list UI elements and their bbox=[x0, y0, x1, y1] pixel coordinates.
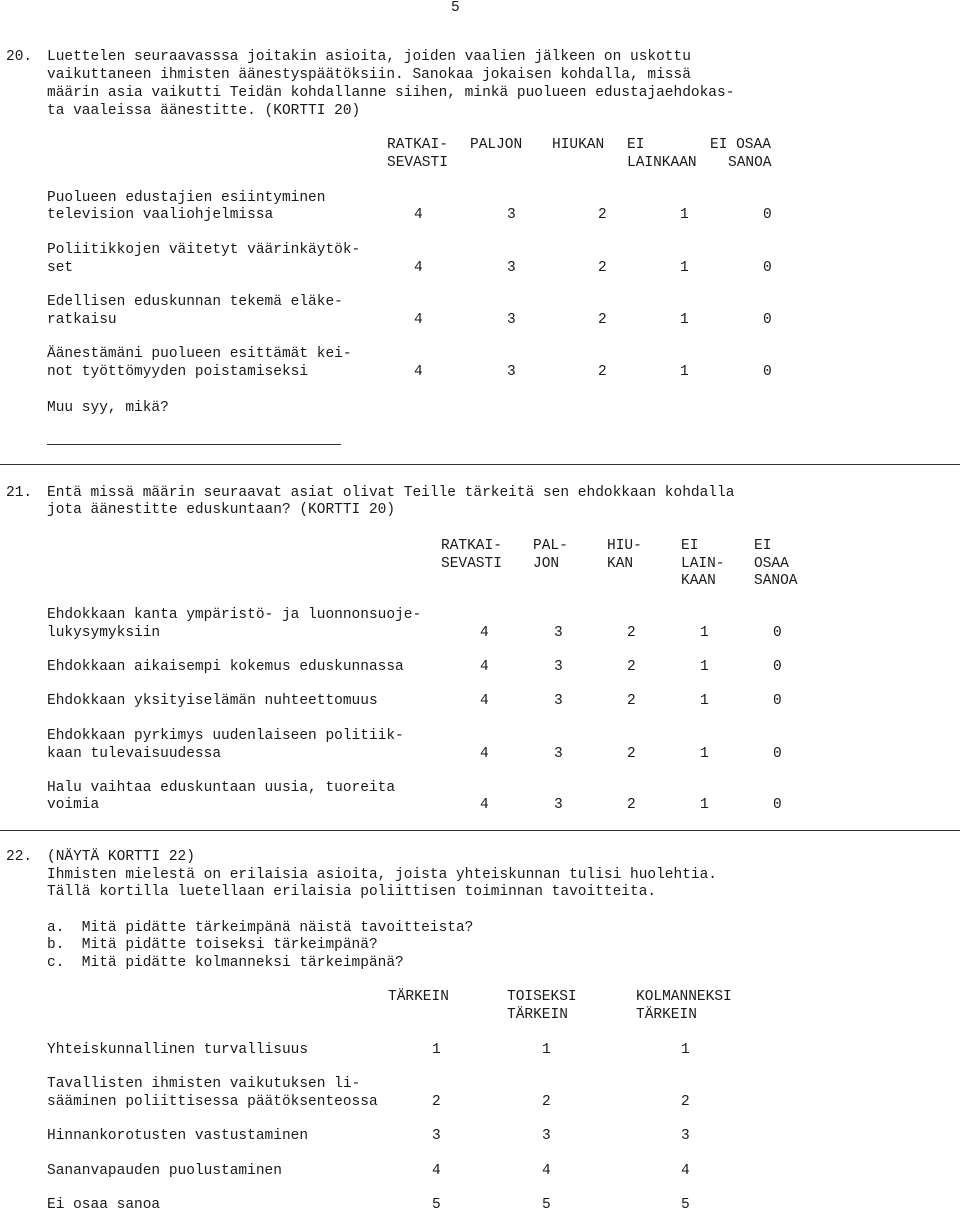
q21-row-value: 4 bbox=[480, 693, 489, 709]
q21-header-ratkaisevasti: SEVASTI bbox=[441, 556, 502, 572]
q22-row-value: 1 bbox=[681, 1042, 690, 1058]
q20-row-label: set bbox=[47, 260, 74, 276]
q22-sub-question: b. Mitä pidätte toiseksi tärkeimpänä? bbox=[47, 937, 378, 953]
q20-header-ratkaisevasti: SEVASTI bbox=[387, 155, 448, 171]
q22-row-value: 3 bbox=[432, 1128, 441, 1144]
q21-row-value: 2 bbox=[627, 625, 636, 641]
q22-row-value: 2 bbox=[681, 1094, 690, 1110]
q22-number: 22. bbox=[6, 849, 33, 865]
q21-row-value: 0 bbox=[773, 693, 782, 709]
q20-header-paljon: PALJON bbox=[470, 137, 523, 153]
q20-row-label: not työttömyyden poistamiseksi bbox=[47, 364, 309, 380]
q20-row-value: 2 bbox=[598, 260, 607, 276]
q22-row-value: 5 bbox=[542, 1197, 551, 1213]
q21-header-ei-osaa-sanoa: OSAA bbox=[754, 556, 789, 572]
q20-row-value: 4 bbox=[414, 260, 423, 276]
q20-row-value: 3 bbox=[507, 260, 516, 276]
q21-header-hiukan: HIU- bbox=[607, 538, 642, 554]
q21-row-value: 3 bbox=[554, 797, 563, 813]
q21-row-value: 1 bbox=[700, 746, 709, 762]
q22-row-label: Ei osaa sanoa bbox=[47, 1197, 161, 1213]
q21-row-value: 4 bbox=[480, 746, 489, 762]
q20-other-answer-line[interactable] bbox=[47, 444, 341, 445]
q22-header-kolmanneksi: TÄRKEIN bbox=[636, 1007, 697, 1023]
q22-header-toiseksi: TOISEKSI bbox=[507, 989, 577, 1005]
q21-row-value: 3 bbox=[554, 746, 563, 762]
page-number: 5 bbox=[451, 0, 460, 16]
q21-number: 21. bbox=[6, 485, 33, 501]
q20-header-hiukan: HIUKAN bbox=[552, 137, 605, 153]
q21-row-value: 1 bbox=[700, 693, 709, 709]
q22-row-label: sääminen poliittisessa päätöksenteossa bbox=[47, 1094, 378, 1110]
q20-row-value: 0 bbox=[763, 260, 772, 276]
q22-row-value: 1 bbox=[432, 1042, 441, 1058]
q22-row-value: 1 bbox=[542, 1042, 551, 1058]
q21-row-label: Ehdokkaan kanta ympäristö- ja luonnonsuoje- bbox=[47, 607, 422, 623]
q21-row-label: Halu vaihtaa eduskuntaan uusia, tuoreita bbox=[47, 780, 396, 796]
q22-sub-question: c. Mitä pidätte kolmanneksi tärkeimpänä? bbox=[47, 955, 404, 971]
q22-text-line: Tällä kortilla luetellaan erilaisia poliittisen toiminnan tavoitteita. bbox=[47, 884, 657, 900]
q20-other-label: Muu syy, mikä? bbox=[47, 400, 169, 416]
q22-row-label: Sananvapauden puolustaminen bbox=[47, 1163, 282, 1179]
q20-row-label: ratkaisu bbox=[47, 312, 117, 328]
q21-header-ei-lainkaan: LAIN- bbox=[681, 556, 725, 572]
q22-row-value: 4 bbox=[681, 1163, 690, 1179]
q20-row-value: 3 bbox=[507, 364, 516, 380]
q22-header-toiseksi: TÄRKEIN bbox=[507, 1007, 568, 1023]
q21-row-label: Ehdokkaan aikaisempi kokemus eduskunnassa bbox=[47, 659, 404, 675]
q21-row-value: 1 bbox=[700, 797, 709, 813]
q21-row-value: 1 bbox=[700, 625, 709, 641]
q21-row-value: 0 bbox=[773, 746, 782, 762]
q20-row-label: Äänestämäni puolueen esittämät kei- bbox=[47, 346, 352, 362]
q20-row-value: 0 bbox=[763, 312, 772, 328]
q21-row-value: 2 bbox=[627, 797, 636, 813]
q21-row-label: Ehdokkaan pyrkimys uudenlaiseen politiik- bbox=[47, 728, 404, 744]
q21-row-value: 2 bbox=[627, 746, 636, 762]
q22-header-kolmanneksi: KOLMANNEKSI bbox=[636, 989, 732, 1005]
q20-row-value: 1 bbox=[680, 207, 689, 223]
q22-row-value: 4 bbox=[432, 1163, 441, 1179]
section-divider bbox=[0, 464, 960, 465]
q20-row-value: 2 bbox=[598, 207, 607, 223]
q22-row-label: Hinnankorotusten vastustaminen bbox=[47, 1128, 309, 1144]
q21-row-value: 2 bbox=[627, 693, 636, 709]
q20-text-line: määrin asia vaikutti Teidän kohdallanne siihen, minkä puolueen edustajaehdokas- bbox=[47, 85, 735, 101]
q21-row-value: 0 bbox=[773, 797, 782, 813]
q22-header-tarkein: TÄRKEIN bbox=[388, 989, 449, 1005]
q22-sub-question: a. Mitä pidätte tärkeimpänä näistä tavoitteista? bbox=[47, 920, 474, 936]
q21-row-value: 3 bbox=[554, 659, 563, 675]
q20-row-label: Puolueen edustajien esiintyminen bbox=[47, 190, 326, 206]
q20-header-ratkaisevasti: RATKAI- bbox=[387, 137, 448, 153]
q21-row-value: 4 bbox=[480, 797, 489, 813]
q20-row-value: 4 bbox=[414, 312, 423, 328]
q21-row-value: 4 bbox=[480, 659, 489, 675]
q20-row-label: television vaaliohjelmissa bbox=[47, 207, 274, 223]
q22-row-label: Yhteiskunnallinen turvallisuus bbox=[47, 1042, 309, 1058]
q22-text-line: Ihmisten mielestä on erilaisia asioita, joista yhteiskunnan tulisi huolehtia. bbox=[47, 867, 718, 883]
q20-text-line: ta vaaleissa äänestitte. (KORTTI 20) bbox=[47, 103, 361, 119]
q20-row-value: 2 bbox=[598, 364, 607, 380]
q21-row-label: voimia bbox=[47, 797, 100, 813]
q20-header-ei-lainkaan: EI bbox=[627, 137, 645, 153]
q20-row-value: 2 bbox=[598, 312, 607, 328]
q20-row-value: 1 bbox=[680, 260, 689, 276]
q20-row-value: 4 bbox=[414, 207, 423, 223]
q21-header-paljon: PAL- bbox=[533, 538, 568, 554]
q21-header-ei-lainkaan: EI bbox=[681, 538, 699, 554]
q21-header-ei-osaa-sanoa: SANOA bbox=[754, 573, 798, 589]
q22-row-value: 5 bbox=[432, 1197, 441, 1213]
q20-row-value: 4 bbox=[414, 364, 423, 380]
q21-row-label: Ehdokkaan yksityiselämän nuhteettomuus bbox=[47, 693, 378, 709]
q20-row-value: 3 bbox=[507, 207, 516, 223]
section-divider bbox=[0, 830, 960, 831]
q21-row-value: 2 bbox=[627, 659, 636, 675]
q20-row-label: Poliitikkojen väitetyt väärinkäytök- bbox=[47, 242, 361, 258]
q21-header-ei-osaa-sanoa: EI bbox=[754, 538, 772, 554]
q20-text-line: Luettelen seuraavasssa joitakin asioita, joiden vaalien jälkeen on uskottu bbox=[47, 49, 691, 65]
q21-row-value: 0 bbox=[773, 625, 782, 641]
q22-row-value: 4 bbox=[542, 1163, 551, 1179]
q21-row-value: 0 bbox=[773, 659, 782, 675]
q20-text-line: vaikuttaneen ihmisten äänestyspäätöksiin. Sanokaa jokaisen kohdalla, missä bbox=[47, 67, 691, 83]
q21-header-paljon: JON bbox=[533, 556, 560, 572]
q22-row-value: 5 bbox=[681, 1197, 690, 1213]
q21-row-label: kaan tulevaisuudessa bbox=[47, 746, 222, 762]
q20-row-value: 1 bbox=[680, 364, 689, 380]
q20-number: 20. bbox=[6, 49, 33, 65]
q20-row-value: 0 bbox=[763, 364, 772, 380]
q22-row-value: 3 bbox=[681, 1128, 690, 1144]
q21-header-hiukan: KAN bbox=[607, 556, 634, 572]
q22-row-value: 2 bbox=[542, 1094, 551, 1110]
q20-row-value: 0 bbox=[763, 207, 772, 223]
q21-header-ei-lainkaan: KAAN bbox=[681, 573, 716, 589]
q22-row-value: 3 bbox=[542, 1128, 551, 1144]
q21-row-value: 4 bbox=[480, 625, 489, 641]
q20-header-ei-osaa-sanoa: EI OSAA bbox=[710, 137, 771, 153]
q22-row-label: Tavallisten ihmisten vaikutuksen li- bbox=[47, 1076, 361, 1092]
q21-row-value: 1 bbox=[700, 659, 709, 675]
q22-row-value: 2 bbox=[432, 1094, 441, 1110]
q21-row-value: 3 bbox=[554, 693, 563, 709]
q20-header-ei-lainkaan: LAINKAAN bbox=[627, 155, 697, 171]
q20-row-value: 3 bbox=[507, 312, 516, 328]
q20-row-value: 1 bbox=[680, 312, 689, 328]
q22-text-line: (NÄYTÄ KORTTI 22) bbox=[47, 849, 195, 865]
q21-header-ratkaisevasti: RATKAI- bbox=[441, 538, 502, 554]
q20-header-ei-osaa-sanoa: SANOA bbox=[728, 155, 772, 171]
q21-row-value: 3 bbox=[554, 625, 563, 641]
q21-row-label: lukysymyksiin bbox=[47, 625, 161, 641]
q20-row-label: Edellisen eduskunnan tekemä eläke- bbox=[47, 294, 343, 310]
q21-text-line: jota äänestitte eduskuntaan? (KORTTI 20) bbox=[47, 502, 396, 518]
q21-text-line: Entä missä määrin seuraavat asiat olivat Teille tärkeitä sen ehdokkaan kohdalla bbox=[47, 485, 735, 501]
